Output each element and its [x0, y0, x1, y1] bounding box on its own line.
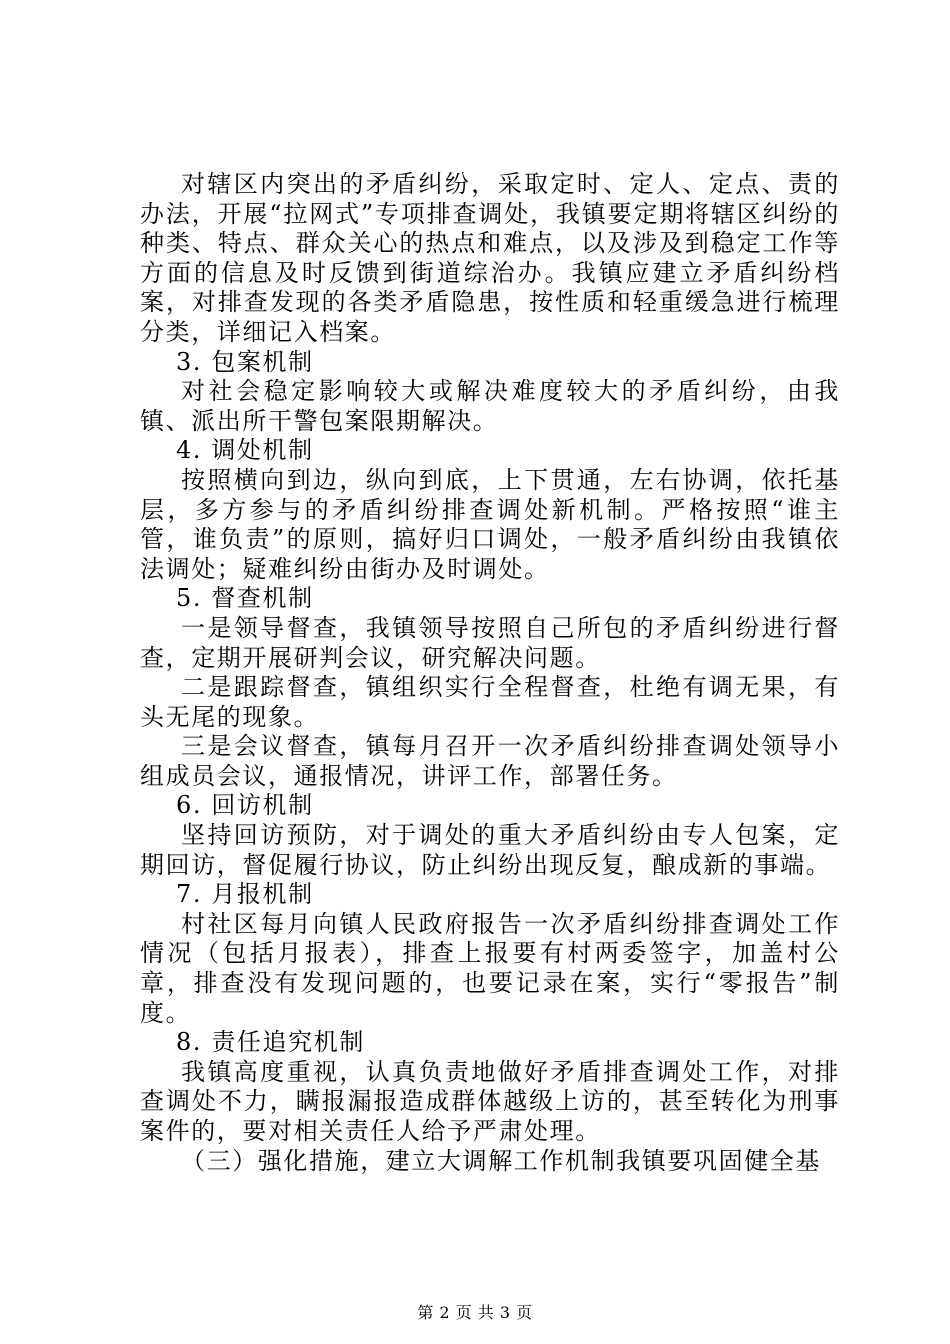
paragraph: 我镇高度重视，认真负责地做好矛盾排查调处工作，对排查调处不力，瞒报漏报造成群体越级上访的，甚至转化为刑事案件的，要对相关责任人给予严肃处理。: [140, 1057, 840, 1145]
section-heading: 3. 包案机制: [176, 347, 314, 376]
paragraph: 坚持回访预防，对于调处的重大矛盾纠纷由专人包案，定期回访，督促履行协议，防止纠纷出现反复，酿成新的事端。: [140, 821, 840, 879]
paragraph: 村社区每月向镇人民政府报告一次矛盾纠纷排查调处工作情况（包括月报表），排查上报要有村两委签字，加盖村公章，排查没有发现问题的，也要记录在案，实行“零报告”制度。: [140, 909, 840, 1027]
document-body: [140, 170, 840, 1176]
paragraph: 二是跟踪督查，镇组织实行全程督查，杜绝有调无果，有头无尾的现象。: [140, 673, 840, 731]
paragraph: 三是会议督查，镇每月召开一次矛盾纠纷排查调处领导小组成员会议，通报情况，讲评工作，部署任务。: [140, 732, 840, 790]
paragraph: 按照横向到边，纵向到底，上下贯通，左右协调，依托基层，多方参与的矛盾纠纷排查调处新机制。严格按照“谁主管，谁负责”的原则，搞好归口调处，一般矛盾纠纷由我镇依法调处；疑难纠纷由街办及时调处。: [140, 465, 840, 583]
paragraph: 对辖区内突出的矛盾纠纷，采取定时、定人、定点、责的办法，开展“拉网式”专项排查调处，我镇要定期将辖区纠纷的种类、特点、群众关心的热点和难点，以及涉及到稳定工作等方面的信息及时反馈到街道综治办。我镇应建立矛盾纠纷档案，对排查发现的各类矛盾隐患，按性质和轻重缓急进行梳理分类，详细记入档案。: [140, 170, 840, 346]
paragraph: 对社会稳定影响较大或解决难度较大的矛盾纠纷，由我镇、派出所干警包案限期解决。: [140, 377, 840, 435]
section-heading: 6. 回访机制: [176, 791, 314, 820]
paragraph: 一是领导督查，我镇领导按照自己所包的矛盾纠纷进行督查，定期开展研判会议，研究解决问题。: [140, 613, 840, 672]
paragraph: （三）强化措施，建立大调解工作机制我镇要巩固健全基: [181, 1146, 821, 1175]
section-heading: 7. 月报机制: [176, 880, 314, 909]
page-number-label: 第 2 页 共 3 页: [417, 1303, 533, 1322]
page-footer: [0, 1300, 950, 1323]
section-heading: 4. 调处机制: [176, 436, 314, 465]
section-heading: 5. 督查机制: [176, 584, 314, 613]
section-heading: 8. 责任追究机制: [176, 1028, 365, 1057]
